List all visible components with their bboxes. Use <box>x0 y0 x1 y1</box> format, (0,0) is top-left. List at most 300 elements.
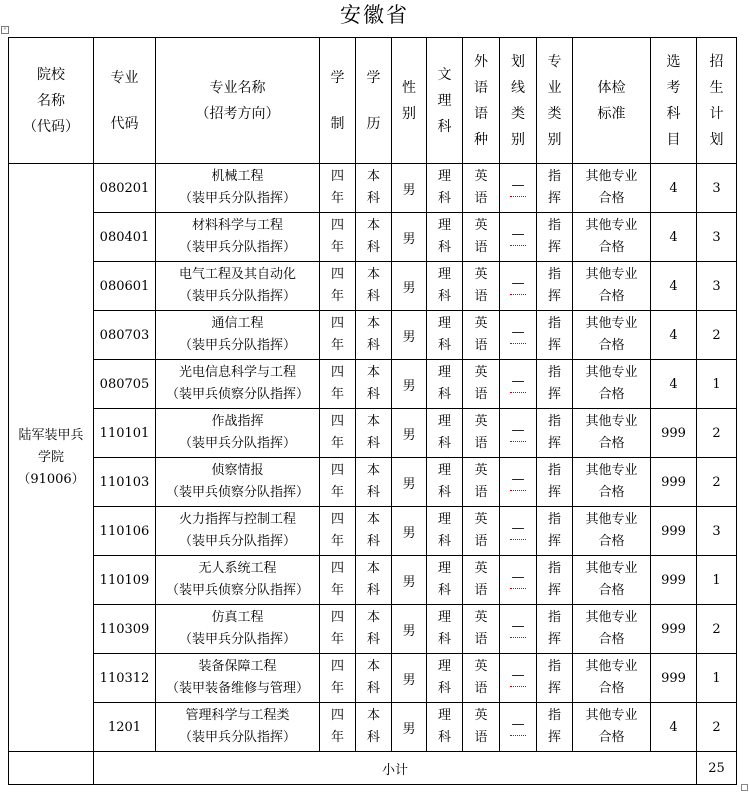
plan-cell <box>697 262 737 311</box>
exam-text: 4 <box>669 229 678 245</box>
header-text: 历 <box>366 115 381 132</box>
header-text: 外 <box>474 53 488 70</box>
subject-text: 理 <box>437 414 451 429</box>
degree-text: 科 <box>366 632 380 647</box>
physical-cell <box>573 360 651 409</box>
degree-cell <box>356 703 392 752</box>
line-type-cell <box>500 360 537 409</box>
major-code-cell <box>94 360 156 409</box>
table-row <box>9 556 737 605</box>
subject-text: 理 <box>437 512 451 527</box>
degree-text: 本 <box>366 610 380 625</box>
category-text: 指 <box>547 659 561 674</box>
major-code-cell <box>94 311 156 360</box>
spellcheck-underline <box>510 585 526 589</box>
header-text: （招考方向） <box>195 105 280 122</box>
major-code: 080703 <box>99 327 150 343</box>
category-cell <box>537 360 573 409</box>
physical-cell <box>573 507 651 556</box>
degree-text: 科 <box>366 387 380 402</box>
subject-text: 理 <box>437 316 451 331</box>
language-text: 英 <box>474 512 488 527</box>
major-name: 机械工程 <box>211 169 264 184</box>
major-name-cell <box>156 507 320 556</box>
exam-cell <box>651 360 697 409</box>
duration-text: 四 <box>330 267 344 282</box>
category-text: 指 <box>547 708 561 723</box>
category-cell <box>537 213 573 262</box>
subject-text: 科 <box>437 583 451 598</box>
plan-cell <box>697 507 737 556</box>
degree-cell <box>356 262 392 311</box>
header-major <box>156 38 320 164</box>
physical-cell <box>573 311 651 360</box>
spellcheck-underline <box>510 634 526 638</box>
header-degree <box>356 38 392 164</box>
major-code-cell <box>94 605 156 654</box>
physical-cell <box>573 213 651 262</box>
language-cell <box>463 164 500 213</box>
gender-cell <box>392 164 427 213</box>
plan-cell <box>697 360 737 409</box>
subject-text: 理 <box>437 659 451 674</box>
duration-text: 四 <box>330 561 344 576</box>
header-line <box>500 38 537 164</box>
header-plan <box>697 38 737 164</box>
major-direction: （装甲兵分队指挥） <box>178 240 296 255</box>
language-cell <box>463 556 500 605</box>
plan-text: 3 <box>712 523 721 539</box>
degree-text: 本 <box>366 708 380 723</box>
subtotal-value: 25 <box>708 760 725 776</box>
duration-cell <box>320 360 356 409</box>
header-text: 科 <box>666 105 681 122</box>
header-text: 专 <box>547 53 562 70</box>
degree-text: 本 <box>366 267 380 282</box>
major-name: 材料科学与工程 <box>191 218 283 233</box>
line-type-text: — <box>511 178 525 193</box>
subject-text: 科 <box>437 730 451 745</box>
physical-cell <box>573 458 651 507</box>
duration-cell <box>320 703 356 752</box>
plan-text: 2 <box>712 327 721 343</box>
major-name-cell <box>156 213 320 262</box>
header-school <box>9 38 94 164</box>
category-cell <box>537 458 573 507</box>
exam-cell <box>651 556 697 605</box>
header-text: 别 <box>547 131 562 148</box>
duration-text: 年 <box>330 730 344 745</box>
header-text: 线 <box>511 79 525 96</box>
duration-text: 四 <box>330 365 344 380</box>
degree-cell <box>356 605 392 654</box>
major-direction: （装甲装备维修与管理） <box>165 681 309 696</box>
degree-text: 科 <box>366 191 380 206</box>
header-exam <box>651 38 697 164</box>
category-text: 挥 <box>547 730 561 745</box>
physical-text: 其他专业 <box>585 512 638 527</box>
line-type-cell <box>500 556 537 605</box>
major-name-cell <box>156 703 320 752</box>
plan-text: 2 <box>712 621 721 637</box>
category-text: 指 <box>547 316 561 331</box>
subtotal-row <box>9 752 737 785</box>
duration-cell <box>320 213 356 262</box>
subject-text: 科 <box>437 338 451 353</box>
degree-text: 科 <box>366 240 380 255</box>
major-name-cell <box>156 164 320 213</box>
exam-cell <box>651 605 697 654</box>
major-name-cell <box>156 262 320 311</box>
header-text: 制 <box>330 115 345 132</box>
degree-text: 科 <box>366 436 380 451</box>
gender-text: 男 <box>402 378 416 394</box>
exam-text: 999 <box>661 523 686 539</box>
category-text: 指 <box>547 414 561 429</box>
table-row <box>9 507 737 556</box>
subject-text: 科 <box>437 387 451 402</box>
major-direction: （装甲兵分队指挥） <box>178 191 296 206</box>
category-text: 挥 <box>547 387 561 402</box>
spellcheck-underline <box>510 389 526 393</box>
subject-cell <box>427 605 463 654</box>
category-text: 指 <box>547 610 561 625</box>
language-text: 语 <box>474 534 488 549</box>
duration-text: 年 <box>330 632 344 647</box>
duration-cell <box>320 311 356 360</box>
language-text: 语 <box>474 632 488 647</box>
spellcheck-underline <box>510 683 526 687</box>
exam-cell <box>651 654 697 703</box>
gender-text: 男 <box>402 427 416 443</box>
subject-text: 理 <box>437 365 451 380</box>
plan-text: 1 <box>712 670 721 686</box>
language-cell <box>463 360 500 409</box>
major-code-cell <box>94 507 156 556</box>
gender-cell <box>392 605 427 654</box>
language-text: 英 <box>474 316 488 331</box>
degree-text: 本 <box>366 561 380 576</box>
physical-text: 其他专业 <box>585 218 638 233</box>
exam-text: 4 <box>669 376 678 392</box>
exam-text: 999 <box>661 670 686 686</box>
plan-text: 2 <box>712 425 721 441</box>
exam-text: 999 <box>661 572 686 588</box>
duration-text: 年 <box>330 485 344 500</box>
major-name: 装备保障工程 <box>198 659 277 674</box>
table-move-handle-icon[interactable]: + <box>2 26 8 32</box>
table-row <box>9 262 737 311</box>
degree-cell <box>356 311 392 360</box>
school-cell <box>9 164 94 752</box>
category-cell <box>537 311 573 360</box>
degree-text: 科 <box>366 583 380 598</box>
subject-text: 理 <box>437 218 451 233</box>
duration-text: 四 <box>330 610 344 625</box>
subject-text: 理 <box>437 708 451 723</box>
header-text: 文 <box>437 66 452 83</box>
header-text: 学 <box>330 69 345 86</box>
major-code-cell <box>94 262 156 311</box>
spellcheck-underline <box>510 536 526 540</box>
degree-cell <box>356 164 392 213</box>
plan-cell <box>697 556 737 605</box>
category-text: 指 <box>547 365 561 380</box>
header-text: 名称 <box>37 92 65 109</box>
plan-cell <box>697 213 737 262</box>
degree-text: 科 <box>366 730 380 745</box>
plan-text: 1 <box>712 572 721 588</box>
duration-text: 四 <box>330 512 344 527</box>
spellcheck-underline <box>510 242 526 246</box>
gender-text: 男 <box>402 672 416 688</box>
major-direction: （装甲兵分队指挥） <box>178 436 296 451</box>
page-corner-marker <box>741 784 748 791</box>
header-language <box>463 38 500 164</box>
line-type-cell <box>500 654 537 703</box>
language-text: 语 <box>474 681 488 696</box>
degree-cell <box>356 556 392 605</box>
header-duration <box>320 38 356 164</box>
subject-cell <box>427 262 463 311</box>
table-row <box>9 213 737 262</box>
gender-text: 男 <box>402 525 416 541</box>
language-text: 英 <box>474 267 488 282</box>
major-direction: （装甲兵分队指挥） <box>178 632 296 647</box>
degree-text: 科 <box>366 485 380 500</box>
exam-cell <box>651 262 697 311</box>
subject-cell <box>427 556 463 605</box>
subject-text: 理 <box>437 463 451 478</box>
language-text: 英 <box>474 414 488 429</box>
exam-cell <box>651 213 697 262</box>
subject-text: 科 <box>437 289 451 304</box>
duration-cell <box>320 409 356 458</box>
physical-cell <box>573 409 651 458</box>
gender-text: 男 <box>402 476 416 492</box>
major-code-cell <box>94 703 156 752</box>
physical-cell <box>573 605 651 654</box>
duration-text: 年 <box>330 681 344 696</box>
duration-text: 年 <box>330 240 344 255</box>
degree-text: 科 <box>366 681 380 696</box>
exam-cell <box>651 703 697 752</box>
gender-cell <box>392 262 427 311</box>
spellcheck-underline <box>510 291 526 295</box>
plan-text: 1 <box>712 376 721 392</box>
physical-text: 合格 <box>598 289 625 304</box>
major-code-cell <box>94 213 156 262</box>
subject-cell <box>427 458 463 507</box>
major-code-cell <box>94 654 156 703</box>
major-code: 110101 <box>99 425 150 441</box>
major-code: 080401 <box>99 229 150 245</box>
line-type-text: — <box>511 570 525 585</box>
subject-cell <box>427 409 463 458</box>
physical-text: 其他专业 <box>585 169 638 184</box>
header-row <box>9 38 737 164</box>
language-text: 英 <box>474 169 488 184</box>
major-code: 110309 <box>99 621 150 637</box>
physical-text: 合格 <box>598 240 625 255</box>
header-category <box>537 38 573 164</box>
header-text: 考 <box>666 79 681 96</box>
physical-text: 合格 <box>598 191 625 206</box>
subject-text: 理 <box>437 561 451 576</box>
line-type-text: — <box>511 374 525 389</box>
degree-cell <box>356 507 392 556</box>
gender-cell <box>392 654 427 703</box>
table-row <box>9 360 737 409</box>
line-type-text: — <box>511 619 525 634</box>
subject-cell <box>427 311 463 360</box>
header-text: 别 <box>511 131 525 148</box>
gender-text: 男 <box>402 623 416 639</box>
plan-text: 2 <box>712 474 721 490</box>
category-text: 挥 <box>547 485 561 500</box>
language-cell <box>463 311 500 360</box>
subject-text: 理 <box>437 267 451 282</box>
subject-text: 科 <box>437 534 451 549</box>
category-cell <box>537 654 573 703</box>
header-text: 性 <box>402 79 416 96</box>
plan-cell <box>697 605 737 654</box>
header-text: 生 <box>709 79 724 96</box>
language-cell <box>463 507 500 556</box>
category-text: 挥 <box>547 534 561 549</box>
subject-cell <box>427 703 463 752</box>
major-code-cell <box>94 458 156 507</box>
duration-text: 年 <box>330 583 344 598</box>
language-text: 英 <box>474 561 488 576</box>
line-type-text: — <box>511 521 525 536</box>
header-text: 计 <box>709 105 724 122</box>
category-text: 指 <box>547 169 561 184</box>
language-cell <box>463 213 500 262</box>
major-code-cell <box>94 556 156 605</box>
physical-cell <box>573 654 651 703</box>
subject-cell <box>427 164 463 213</box>
duration-text: 年 <box>330 436 344 451</box>
header-text: 理 <box>437 92 452 109</box>
spellcheck-underline <box>510 193 526 197</box>
duration-cell <box>320 164 356 213</box>
physical-cell <box>573 703 651 752</box>
header-text: 代码 <box>110 115 139 132</box>
language-text: 语 <box>474 583 488 598</box>
plan-cell <box>697 703 737 752</box>
subject-text: 科 <box>437 681 451 696</box>
category-text: 指 <box>547 267 561 282</box>
gender-cell <box>392 311 427 360</box>
degree-text: 本 <box>366 463 380 478</box>
header-text: 别 <box>402 105 416 122</box>
header-text: 语 <box>474 79 488 96</box>
header-text: 种 <box>474 131 488 148</box>
exam-text: 4 <box>669 278 678 294</box>
duration-text: 四 <box>330 659 344 674</box>
major-direction: （装甲兵侦察分队指挥） <box>165 583 309 598</box>
gender-cell <box>392 409 427 458</box>
plan-text: 2 <box>712 719 721 735</box>
major-direction: （装甲兵侦察分队指挥） <box>165 387 309 402</box>
line-type-text: — <box>511 325 525 340</box>
table-row <box>9 311 737 360</box>
major-code: 110312 <box>99 670 150 686</box>
plan-text: 3 <box>712 278 721 294</box>
plan-cell <box>697 654 737 703</box>
exam-cell <box>651 409 697 458</box>
major-code: 080201 <box>99 180 150 196</box>
duration-text: 四 <box>330 169 344 184</box>
major-name: 管理科学与工程类 <box>185 708 290 723</box>
degree-cell <box>356 458 392 507</box>
duration-text: 年 <box>330 534 344 549</box>
language-cell <box>463 458 500 507</box>
language-text: 语 <box>474 730 488 745</box>
major-name-cell <box>156 605 320 654</box>
category-cell <box>537 262 573 311</box>
duration-cell <box>320 605 356 654</box>
header-gender <box>392 38 427 164</box>
subject-text: 科 <box>437 191 451 206</box>
gender-text: 男 <box>402 329 416 345</box>
line-type-cell <box>500 262 537 311</box>
category-cell <box>537 703 573 752</box>
major-direction: （装甲兵侦察分队指挥） <box>165 485 309 500</box>
category-cell <box>537 605 573 654</box>
subject-cell <box>427 213 463 262</box>
gender-cell <box>392 507 427 556</box>
major-name: 火力指挥与控制工程 <box>178 512 296 527</box>
duration-text: 四 <box>330 414 344 429</box>
language-cell <box>463 262 500 311</box>
language-text: 语 <box>474 485 488 500</box>
gender-cell <box>392 556 427 605</box>
degree-text: 本 <box>366 316 380 331</box>
line-type-cell <box>500 409 537 458</box>
major-direction: （装甲兵分队指挥） <box>178 534 296 549</box>
physical-text: 其他专业 <box>585 365 638 380</box>
degree-text: 科 <box>366 534 380 549</box>
spellcheck-underline <box>510 340 526 344</box>
gender-text: 男 <box>402 182 416 198</box>
subject-text: 科 <box>437 436 451 451</box>
header-text: 类 <box>547 105 562 122</box>
physical-text: 合格 <box>598 583 625 598</box>
line-type-text: — <box>511 423 525 438</box>
exam-text: 999 <box>661 425 686 441</box>
line-type-text: — <box>511 276 525 291</box>
duration-cell <box>320 556 356 605</box>
table-row <box>9 164 737 213</box>
physical-cell <box>573 164 651 213</box>
degree-text: 本 <box>366 659 380 674</box>
spellcheck-underline <box>510 487 526 491</box>
physical-text: 其他专业 <box>585 708 638 723</box>
school-name: 学院 <box>37 449 64 465</box>
major-name-cell <box>156 458 320 507</box>
major-name-cell <box>156 409 320 458</box>
header-text: （代码） <box>23 118 79 135</box>
category-text: 指 <box>547 512 561 527</box>
language-text: 英 <box>474 610 488 625</box>
line-type-cell <box>500 605 537 654</box>
subject-text: 科 <box>437 240 451 255</box>
language-cell <box>463 605 500 654</box>
major-name: 电气工程及其自动化 <box>178 267 296 282</box>
duration-text: 四 <box>330 218 344 233</box>
